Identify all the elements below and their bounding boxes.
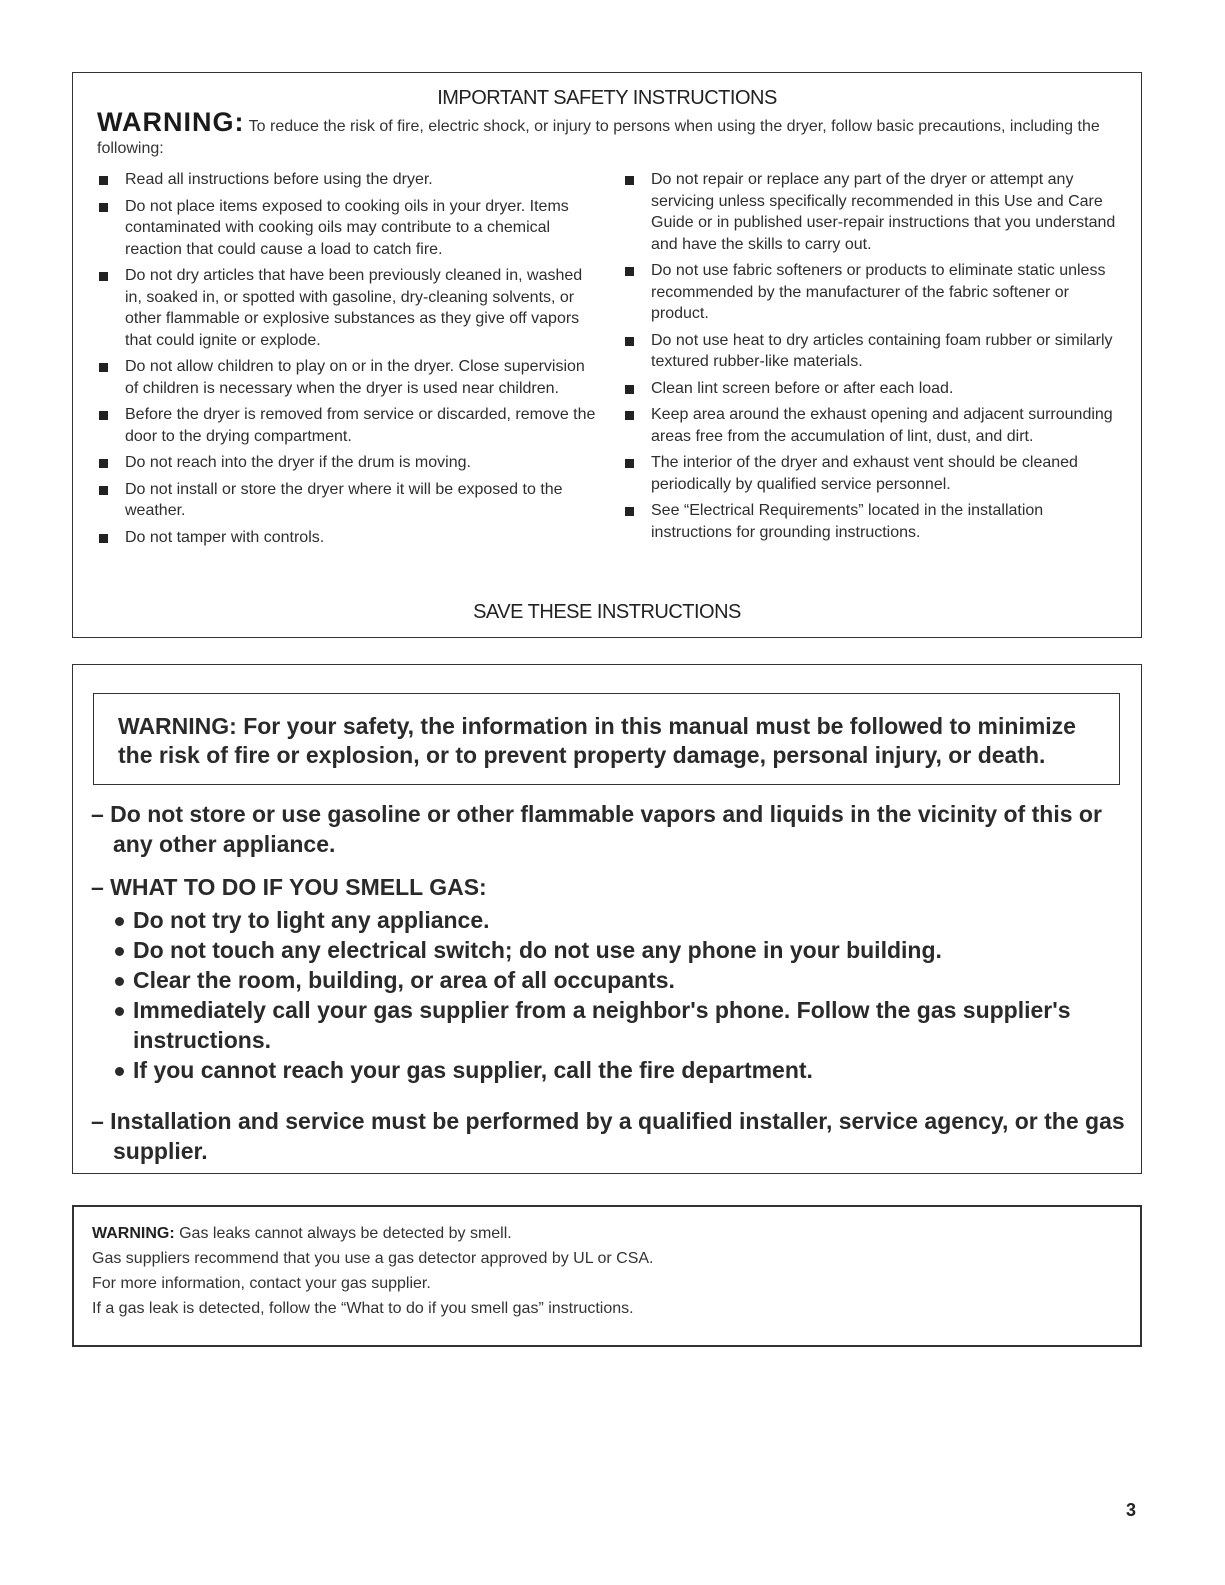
list-item: Keep area around the exhaust opening and adjacent surrounding areas free from the accumulation of lint, dust, and dirt. (625, 404, 1121, 447)
left-instruction-list (99, 169, 599, 553)
warning-label: WARNING: (92, 1225, 175, 1242)
gas-leak-line-2: Gas suppliers recommend that you use a gas detector approved by UL or CSA. (92, 1250, 654, 1267)
round-bullet-icon (115, 947, 124, 956)
square-bullet-icon (99, 486, 108, 495)
round-bullet-icon (115, 977, 124, 986)
round-bullet-icon (115, 1067, 124, 1076)
gas-warning-box (72, 664, 1142, 1174)
list-item: Do not touch any electrical switch; do not use any phone in your building. (113, 935, 1123, 965)
list-item: Do not reach into the dryer if the drum is moving. (99, 452, 599, 474)
list-item: Do not install or store the dryer where it will be exposed to the weather. (99, 479, 599, 522)
list-item: Do not try to light any appliance. (113, 905, 1123, 935)
square-bullet-icon (99, 203, 108, 212)
list-item: If you cannot reach your gas supplier, call the fire department. (113, 1055, 1123, 1085)
inner-warning-text: WARNING: For your safety, the information in this manual must be followed to minimize the risk of fire or explosion, or to prevent property damage, personal injury, or death. (118, 713, 1076, 768)
gas-leak-text (92, 1221, 653, 1321)
gas-leak-line-1: WARNING: Gas leaks cannot always be detected by smell. (92, 1225, 512, 1242)
list-item: Do not dry articles that have been previously cleaned in, washed in, soaked in, or spotted with gasoline, dry-cleaning solvents, or other flammable or explosive substances as they give off vapors that could ignite or explode. (99, 265, 599, 351)
gas-leak-warning-box (72, 1205, 1142, 1347)
square-bullet-icon (99, 411, 108, 420)
list-item: Do not allow children to play on or in the dryer. Close supervision of children is necessary when the dryer is used near children. (99, 356, 599, 399)
list-item: Do not use fabric softeners or products to eliminate static unless recommended by the manufacturer of the fabric softener or product. (625, 260, 1121, 325)
square-bullet-icon (625, 267, 634, 276)
list-item: See “Electrical Requirements” located in the installation instructions for grounding instructions. (625, 500, 1121, 543)
round-bullet-icon (115, 917, 124, 926)
list-item: Do not repair or replace any part of the dryer or attempt any servicing unless specifically recommended in this Use and Care Guide or in published user-repair instructions that you understand and have the skills to carry out. (625, 169, 1121, 255)
square-bullet-icon (625, 411, 634, 420)
right-instruction-list (625, 169, 1121, 548)
smell-gas-heading: – WHAT TO DO IF YOU SMELL GAS: (91, 874, 487, 900)
square-bullet-icon (625, 507, 634, 516)
list-item: Immediately call your gas supplier from a neighbor's phone. Follow the gas supplier's instructions. (113, 995, 1123, 1055)
installation-warning: – Installation and service must be performed by a qualified installer, service agency, or the gas supplier. (91, 1108, 1125, 1164)
save-instructions-footer: SAVE THESE INSTRUCTIONS (473, 601, 741, 623)
gasoline-warning: – Do not store or use gasoline or other flammable vapors and liquids in the vicinity of this or any other appliance. (91, 801, 1102, 857)
square-bullet-icon (625, 459, 634, 468)
safety-warning-intro (97, 107, 1127, 160)
list-item: The interior of the dryer and exhaust vent should be cleaned periodically by qualified service personnel. (625, 452, 1121, 495)
list-item: Clean lint screen before or after each load. (625, 378, 1121, 400)
gas-leak-line-3: For more information, contact your gas supplier. (92, 1275, 431, 1292)
list-item: Do not tamper with controls. (99, 527, 599, 549)
warning-intro-text: To reduce the risk of fire, electric shock, or injury to persons when using the dryer, follow basic precautions, including the following: (97, 118, 1100, 157)
square-bullet-icon (99, 272, 108, 281)
square-bullet-icon (99, 534, 108, 543)
round-bullet-icon (115, 1007, 124, 1016)
gas-leak-line-4: If a gas leak is detected, follow the “What to do if you smell gas” instructions. (92, 1300, 634, 1317)
square-bullet-icon (99, 176, 108, 185)
page-number: 3 (1126, 1500, 1137, 1520)
list-item: Clear the room, building, or area of all occupants. (113, 965, 1123, 995)
safety-title: IMPORTANT SAFETY INSTRUCTIONS (437, 87, 777, 109)
square-bullet-icon (625, 176, 634, 185)
list-item: Read all instructions before using the dryer. (99, 169, 599, 191)
warning-label: WARNING: (97, 107, 245, 137)
list-item: Before the dryer is removed from service or discarded, remove the door to the drying compartment. (99, 404, 599, 447)
square-bullet-icon (99, 459, 108, 468)
square-bullet-icon (625, 337, 634, 346)
list-item: Do not place items exposed to cooking oils in your dryer. Items contaminated with cooking oils may contribute to a chemical reaction that could cause a load to catch fire. (99, 196, 599, 261)
inner-warning-box (93, 693, 1120, 785)
safety-instructions-box (72, 72, 1142, 638)
square-bullet-icon (625, 385, 634, 394)
list-item: Do not use heat to dry articles containing foam rubber or similarly textured rubber-like materials. (625, 330, 1121, 373)
square-bullet-icon (99, 363, 108, 372)
smell-gas-steps (113, 905, 1123, 1085)
